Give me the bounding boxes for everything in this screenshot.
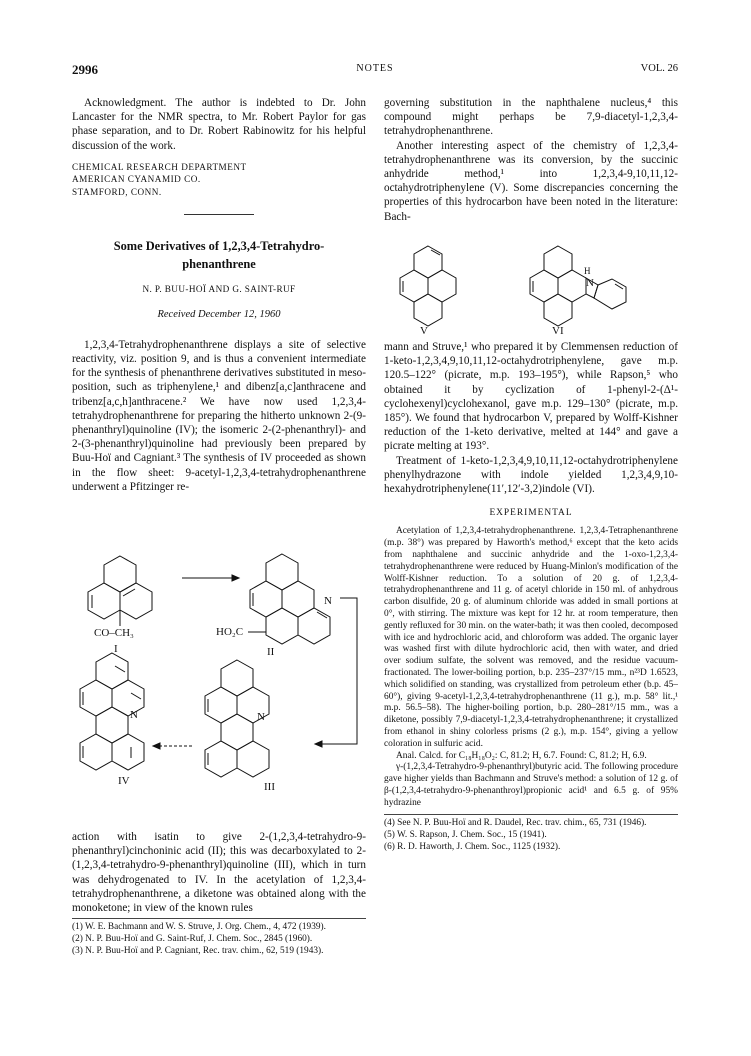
ho2c-label: HO₂C: [216, 626, 244, 638]
label-VI: VI: [552, 325, 564, 334]
footnote: (3) N. P. Buu-Hoï and P. Cagniant, Rec. trav. chim., 62, 519 (1943).: [72, 946, 324, 957]
left-column: [72, 96, 366, 494]
n-label: N: [257, 711, 265, 723]
acknowledgment: Acknowledgment. The author is indebted to Dr. John Lancaster for the NMR spectra, to Mr. Robert Paylor for gas phase separation, and to Dr. Robert Rabinowitz for his helpful discussion of the work.: [72, 97, 366, 152]
paragraph: Another interesting aspect of the chemistry of 1,2,3,4-tetrahydrophenanthrene was its conversion, by the succinic anhydride method,¹ into 1,2,3,4-9,10,11,12-octahydrotriphenylene (V). Some discrepancies concerning the properties of this hydrocarbon have been noted in the literature: Bach-: [384, 139, 678, 223]
structures-V-VI: [384, 238, 678, 334]
label-IV: IV: [118, 775, 130, 787]
experimental-paragraph: γ-(1,2,3,4-Tetrahydro-9-phenanthryl)butyric acid. The following procedure gave higher yields than Bachmann and Struve's method: a solution of 12 g. of β-(1,2,3,4-tetrahydro-9-phenanthroyl)propionic acid¹ and 6.5 g. of 95% hydrazine: [384, 762, 678, 808]
affiliation-line: AMERICAN CYANAMID CO.: [72, 174, 201, 185]
h-label: H: [584, 266, 591, 276]
experimental-paragraph: Acetylation of 1,2,3,4-tetrahydrophenanthrene. 1,2,3,4-Tetraphenanthrene (m.p. 38°) was prepared by Haworth's method,⁶ except that the keto acids from naphthalene and succinic anhydride and the 1-oxo-1,2,3,4-tetrahydrophenanthrene were reduced by Huang-Minlon's modification of the Wolff-Kishner reduction. To a solution of 20 g. of 1,2,3,4-tetrahydrophenanthrene and 11 g. of acetyl chloride in 150 ml. of anhydrous carbon disulfide, 20 g. of aluminum chloride was added in small portions at 0°, with stirring. The mixture was kept for 12 hr. at room temperature, then gently refluxed for 30 min. on the water-bath; it was then cooled, decomposed with ice and hydrochloric acid, and chloroform was added. The organic layer was washed first with dilute hydrochloric acid, then with water, and dried over sodium sulfate, the solvent was removed, and the residue vacuum-fractionated. The lower-boiling portion, b.p. 235–237°/15 mm., n²³D 1.6523, which solidified on standing, was crystallized from petroleum ether (b.p. 45–60°), giving 9-acetyl-1,2,3,4-tetrahydrophenanthrene (11 g.), m.p. 58° lit.,¹ m.p. 56.5–58). The higher-boiling portion, b.p. 280–281°/15 mm., was a diketone, possibly 7,9-diacetyl-1,2,3,4-tetrahydrophenanthrene; it crystallized from ethanol in shiny colorless prisms (2 g.), m.p. 154°, giving a yellow coloration in sulfuric acid.: [384, 526, 678, 749]
paragraph: action with isatin to give 2-(1,2,3,4-tetrahydro-9-phenanthryl)cinchoninic acid (II); this was decarboxylated to 2-(1,2,3,4-tetrahydro-9-phenanthryl)quinoline (III), which in turn was dehydrogenated to IV. In the acetylation of 1,2,3,4-tetrahydrophenanthrene, a diketone was obtained along with the monoketone; in view of the known rules: [72, 831, 366, 915]
label-V: V: [420, 325, 428, 334]
n-label: N: [324, 595, 332, 607]
divider: [184, 214, 254, 215]
right-column: [384, 96, 678, 224]
running-header: [72, 62, 678, 80]
footnote: (6) R. D. Haworth, J. Chem. Soc., 1125 (1932).: [384, 841, 561, 852]
synthesis-flow-sheet: [72, 548, 372, 826]
footnote: (4) See N. P. Buu-Hoï and R. Daudel, Rec. trav. chim., 65, 731 (1946).: [384, 817, 647, 828]
paragraph: Treatment of 1-keto-1,2,3,4,9,10,11,12-octahydrotriphenylene phenylhydrazone with indole yielded 1,2,3,4,9,10-hexahydrotriphenylene(11′,12′-3,2)indole (VI).: [384, 454, 678, 496]
analysis-line: Anal. Calcd. for C₁₈H₁₈O₂: C, 81.2; H, 6.7. Found: C, 81.2; H, 6.9.: [396, 750, 647, 761]
label-III: III: [264, 781, 275, 793]
n-label: N: [586, 277, 594, 289]
affiliation: [72, 161, 366, 199]
volume-label: VOL. 26: [640, 63, 678, 74]
compound-II-structure: [248, 554, 330, 644]
paragraph: mann and Struve,¹ who prepared it by Clemmensen reduction of 1-keto-1,2,3,4,9,10,11,12-octahydrotriphenylene, gave m.p. 120.5–122° (picrate, m.p. 193–195°), while Rapson,⁵ who obtained it by cyclization of 1-phenyl-2-(Δ¹-cyclohexenyl)cyclohexanol, gave m.p. 129–130° (picrate, m.p. 185°). We found that hydrocarbon V, prepared by Wolff-Kishner reduction of the 1-keto derivative, melted at 144° and gave a picrate melting at 193°.: [384, 341, 678, 453]
n-label: N: [130, 709, 138, 721]
label-II: II: [267, 646, 275, 658]
section-heading: EXPERIMENTAL: [489, 508, 573, 519]
footnotes-left: [72, 918, 366, 957]
footnote: (2) N. P. Buu-Hoï and G. Saint-Ruf, J. Chem. Soc., 2845 (1960).: [72, 934, 313, 945]
article-title: Some Derivatives of 1,2,3,4-Tetrahydro-phenanthrene: [113, 239, 325, 272]
label-I: I: [114, 643, 118, 655]
received-date: Received December 12, 1960: [157, 308, 281, 320]
authors: N. P. BUU-HOÏ AND G. SAINT-RUF: [142, 284, 296, 295]
page-number: 2996: [72, 62, 98, 77]
paragraph: governing substitution in the naphthalene nucleus,⁴ this compound might perhaps be 7,9-diacetyl-1,2,3,4-tetrahydrophenanthrene.: [384, 97, 678, 138]
footnotes-right: [384, 814, 678, 853]
intro-paragraph: 1,2,3,4-Tetrahydrophenanthrene displays a site of selective reactivity, viz. position 9, and is thus a convenient intermediate for the synthesis of phenanthrene derivatives substituted in meso-position, such as triphenylene,¹ and dibenz[a,c]anthracene and tribenz[a,c,h]anthracene.² We have now used 1,2,3,4-tetrahydrophenanthrene for preparing the hitherto unknown 2-(9-phenanthryl)quinoline (IV); the isomeric 2-(2-phenanthryl)- and 2-(3-phenanthryl)quinoline had previously been prepared by Buu-Hoï and Cagniant.³ The synthesis of IV proceeded as shown in the flow sheet: 9-acetyl-1,2,3,4-tetrahydrophenanthrene underwent a Pfitzinger re-: [72, 338, 366, 493]
footnote: (1) W. E. Bachmann and W. S. Struve, J. Org. Chem., 4, 472 (1939).: [72, 922, 326, 933]
section-title: NOTES: [356, 63, 394, 74]
right-column-lower: [384, 340, 678, 853]
compound-I-structure: [88, 556, 152, 626]
left-column-lower: [72, 830, 366, 957]
coch3-label: CO–CH₃: [94, 627, 134, 639]
affiliation-line: STAMFORD, CONN.: [72, 186, 162, 197]
affiliation-line: CHEMICAL RESEARCH DEPARTMENT: [72, 161, 247, 172]
footnote: (5) W. S. Rapson, J. Chem. Soc., 15 (1941).: [384, 829, 547, 840]
